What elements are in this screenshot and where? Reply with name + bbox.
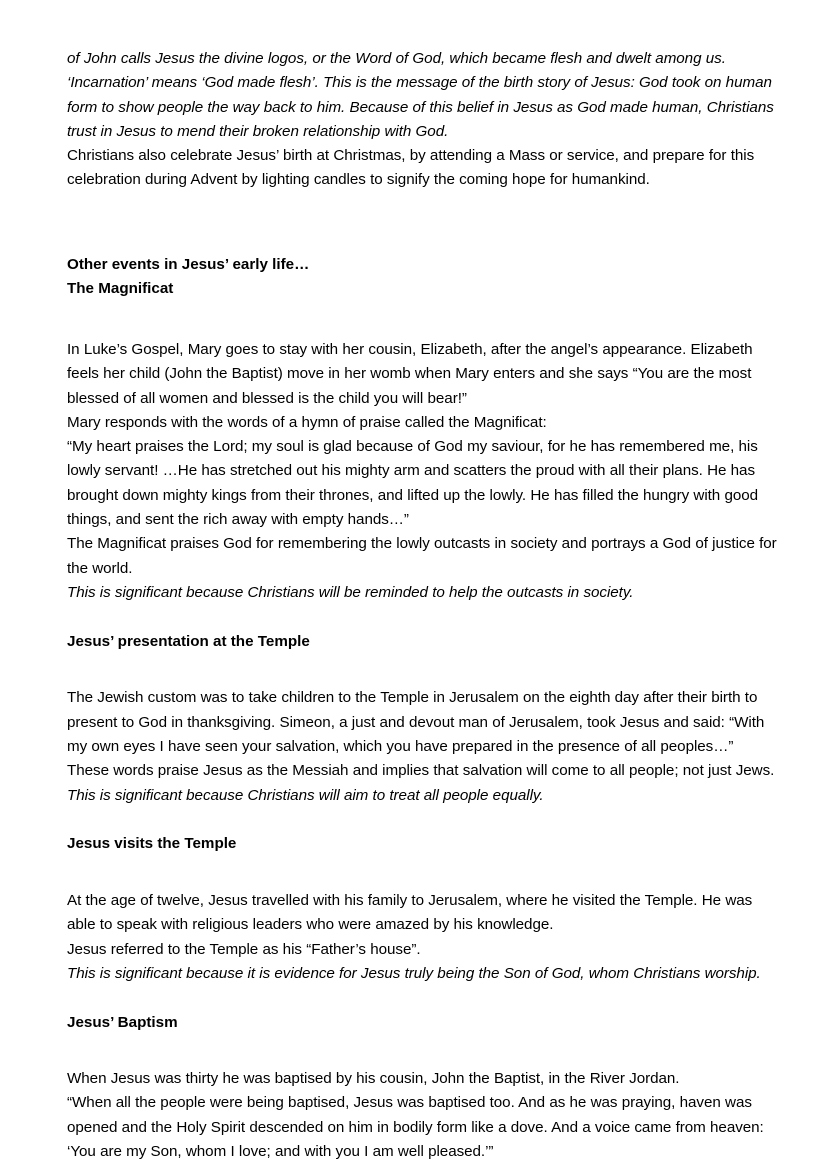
spacer-presentation-body [67,654,778,678]
spacer-baptism-body [67,1035,778,1059]
section-heading-other-events: Other events in Jesus’ early life… [67,256,310,274]
section-heading-presentation: Jesus’ presentation at the Temple [67,632,310,650]
magnificat-body-paragraph: In Luke’s Gospel, Mary goes to stay with her cousin, Elizabeth, after the angel’s appearance. Elizabeth feels her child (John the Baptist) move in her womb when Mary enters and she says “You are the most blessed of all women and blessed is the child you will bear!” [67,340,753,407]
spacer-visits-body [67,857,778,881]
section-heading-visits-temple: Jesus visits the Temple [67,835,237,853]
magnificat-explanation: The Magnificat praises God for remembering the lowly outcasts in society and portrays a God of justice for the world. [67,535,777,577]
baptism-body-paragraph: When Jesus was thirty he was baptised by his cousin, John the Baptist, in the River Jordan. [67,1070,680,1088]
spacer-before-magnificat-2 [67,229,778,253]
visits-temple-quote-line: Jesus referred to the Temple as his “Father’s house”. [67,940,421,958]
visits-temple-body-paragraph: At the age of twelve, Jesus travelled with his family to Jerusalem, where he visited the Temple. He was able to speak with religious leaders who were amazed by his knowledge. [67,891,753,934]
section-heading-the-magnificat: The Magnificat [67,280,174,298]
spacer-before-visits-temple [67,808,778,833]
presentation-body-paragraph: The Jewish custom was to take children to the Temple in Jerusalem on the eighth day after their birth to present to God in thanksgiving. Simeon, a just and devout man of Jerusalem, took Jesus and said: “With my own eyes I have seen your salvation, which you have prepared in the presence of all peoples…” [67,689,765,755]
spacer-before-baptism [67,986,778,1011]
spacer-visits-body-2 [67,881,778,889]
spacer-before-magnificat [67,193,778,229]
spacer-magnificat-body [67,302,778,326]
visits-temple-significance: This is significant because it is evidence for Jesus truly being the Son of God, whom Christians worship. [67,964,761,982]
magnificat-significance: This is significant because Christians will be reminded to help the outcasts in society. [67,583,634,601]
spacer-magnificat-body-2 [67,326,778,338]
spacer-baptism-body-2 [67,1059,778,1067]
section-heading-baptism: Jesus’ Baptism [67,1013,178,1031]
magnificat-quote: “My heart praises the Lord; my soul is glad because of God my saviour, for he has remembered me, his lowly servant! …He has stretched out his mighty arm and scatters the proud with all their plans. He has brought down mighty kings from their thrones, and lifted up the lowly. He has filled the hungry with good things, and sent the rich away with empty hands…” [67,438,759,529]
spacer-presentation-body-2 [67,678,778,686]
baptism-quote: “When all the people were being baptised, Jesus was baptised too. And as he was praying, haven was opened and the Holy Spirit descended on him in bodily form like a dove. And a voice came from heaven: ‘You are my Son, whom I love; and with you I am well pleased.’” [67,1094,764,1161]
intro-paragraph-plain: Christians also celebrate Jesus’ birth at Christmas, by attending a Mass or service, and prepare for this celebration during Advent by lighting candles to signify the coming hope for humankind. [67,147,755,189]
magnificat-intro-line: Mary responds with the words of a hymn of praise called the Magnificat: [67,413,547,431]
spacer-before-presentation [67,605,778,630]
intro-paragraph-italic: of John calls Jesus the divine logos, or the Word of God, which became flesh and dwelt among us. ‘Incarnation’ means ‘God made flesh’. This is the message of the birth story of Jesus: God took on human form to show people the way back to him. Because of this belief in Jesus as God made human, Christians trust in Jesus to mend their broken relationship with God. [67,50,774,140]
presentation-explanation: These words praise Jesus as the Messiah and implies that salvation will come to all people; not just Jews. [67,762,775,780]
presentation-significance: This is significant because Christians will aim to treat all people equally. [67,786,544,804]
